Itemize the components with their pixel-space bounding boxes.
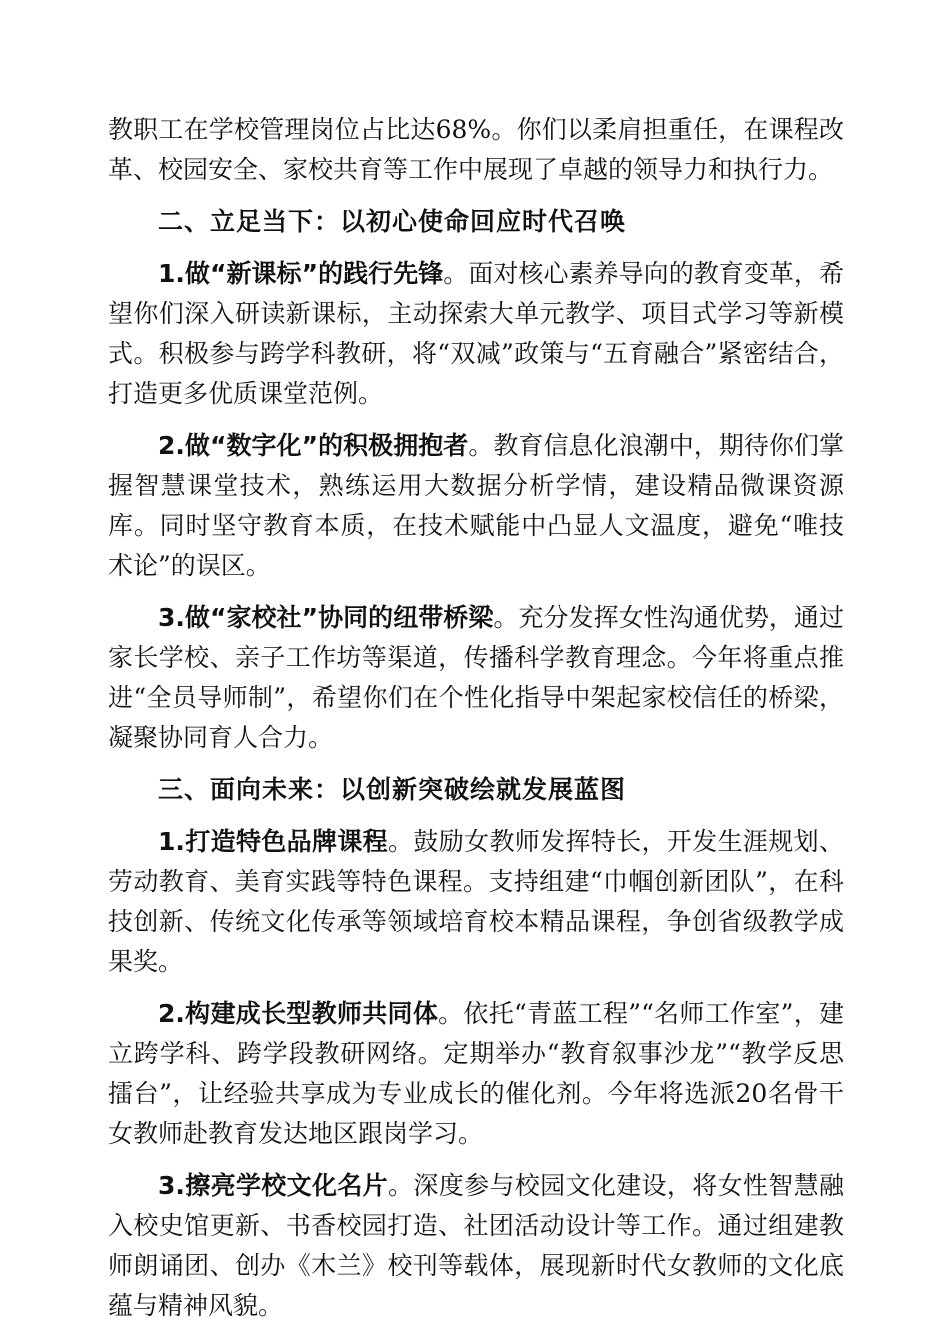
section-2-item-3: [108, 598, 844, 758]
intro-paragraph: 教职工在学校管理岗位占比达68%。你们以柔肩担重任，在课程改革、校园安全、家校共育等工作中展现了卓越的领导力和执行力。: [108, 115, 844, 184]
item-text: 。充分发挥女性沟通优势，通过家长学校、亲子工作坊等渠道，传播科学教育理念。今年将重点推进“全员导师制”，希望你们在个性化指导中架起家校信任的桥梁，凝聚协同育人合力。: [108, 603, 844, 752]
item-lead: 2.做“数字化”的积极拥抱者: [158, 431, 469, 460]
item-lead: 3.做“家校社”协同的纽带桥梁: [158, 603, 494, 632]
item-text: 。鼓励女教师发挥特长，开发生涯规划、劳动教育、美育实践等特色课程。支持组建“巾帼创新团队”，在科技创新、传统文化传承等领域培育校本精品课程，争创省级教学成果奖。: [108, 827, 844, 976]
item-lead: 1.打造特色品牌课程: [158, 827, 389, 856]
item-text: 。面对核心素养导向的教育变革，希望你们深入研读新课标，主动探索大单元教学、项目式学习等新模式。积极参与跨学科教研，将“双减”政策与“五育融合”紧密结合，打造更多优质课堂范例。: [108, 259, 844, 408]
section-3-item-3: [108, 1166, 844, 1326]
item-text: 。依托“青蓝工程”“名师工作室”，建立跨学科、跨学段教研网络。定期举办“教育叙事沙龙”“教学反思擂台”，让经验共享成为专业成长的催化剂。今年将选派20名骨干女教师赴教育发达地区跟岗学习。: [108, 999, 844, 1148]
section-2-heading: 二、立足当下：以初心使命回应时代召唤: [158, 207, 627, 236]
section-2-item-1: [108, 254, 844, 414]
section-2-item-2: [108, 426, 844, 586]
item-lead: 1.做“新课标”的践行先锋: [158, 259, 444, 288]
item-text: 。教育信息化浪潮中，期待你们掌握智慧课堂技术，熟练运用大数据分析学情，建设精品微课资源库。同时坚守教育本质，在技术赋能中凸显人文温度，避免“唯技术论”的误区。: [108, 431, 844, 580]
item-text: 。深度参与校园文化建设，将女性智慧融入校史馆更新、书香校园打造、社团活动设计等工作。通过组建教师朗诵团、创办《木兰》校刊等载体，展现新时代女教师的文化底蕴与精神风貌。: [108, 1171, 844, 1320]
item-lead: 3.擦亮学校文化名片: [158, 1171, 389, 1200]
section-3-item-1: [108, 822, 844, 982]
section-3-heading: 三、面向未来：以创新突破绘就发展蓝图: [158, 775, 627, 804]
document-page: [108, 110, 844, 1338]
section-3-item-2: [108, 994, 844, 1154]
item-lead: 2.构建成长型教师共同体: [158, 999, 439, 1028]
